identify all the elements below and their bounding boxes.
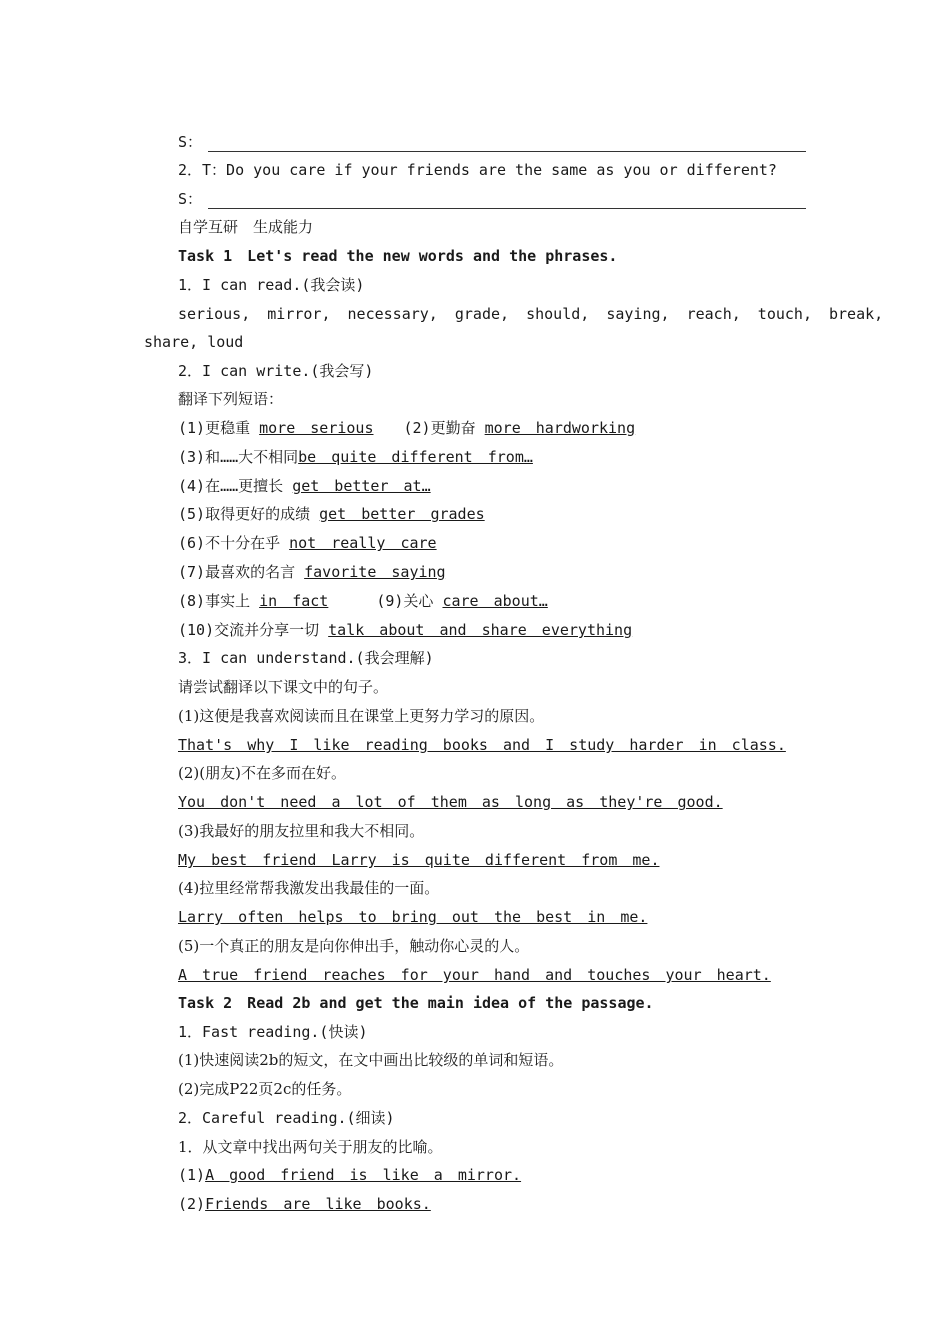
metaphor-prompt: (1) (178, 1166, 206, 1184)
task1-title: Task 1 Let's read the new words and the phrases. (178, 247, 618, 265)
phrase-prompt: (5)取得更好的成绩 (178, 505, 320, 523)
careful-reading-step-1: 1．从文章中找出两句关于朋友的比喻。 (178, 1138, 443, 1156)
section-title: 自学互研 生成能力 (178, 218, 314, 236)
metaphor-row-2 (178, 1194, 806, 1214)
words-line-2: share, loud (144, 333, 244, 351)
understand-prompt: 请尝试翻译以下课文中的句子。 (178, 678, 389, 696)
fast-reading-step-2: (2)完成P22页2c的任务。 (178, 1080, 352, 1098)
sentence-answer-5: A true friend reaches for your hand and touches your heart. (178, 966, 771, 984)
metaphor-prompt: (2) (178, 1195, 206, 1213)
words-line-1: serious, mirror, necessary, grade, should, saying, reach, touch, break, (178, 305, 884, 323)
understand-heading: 3．I can understand.(我会理解) (178, 649, 434, 667)
fast-reading-step-1: (1)快速阅读2b的短文，在文中画出比较级的单词和短语。 (178, 1051, 564, 1069)
phrase-answer: be quite different from… (298, 448, 533, 466)
phrase-row-6 (178, 533, 806, 553)
phrase-prompt: (6)不十分在乎 (178, 534, 290, 552)
phrase-answer: get better at… (292, 477, 431, 495)
task2-title: Task 2 Read 2b and get the main idea of the passage. (178, 994, 654, 1012)
sentence-prompt-3: (3)我最好的朋友拉里和我大不相同。 (178, 822, 425, 840)
sentence-answer-4: Larry often helps to bring out the best in me. (178, 908, 648, 926)
phrase-answer: more serious (259, 419, 374, 437)
sentence-answer-2: You don't need a lot of them as long as they're good. (178, 793, 723, 811)
metaphor-answer: Friends are like books. (205, 1195, 431, 1213)
phrase-prompt: (10)交流并分享一切 (178, 621, 329, 639)
phrase-prompt: (4)在……更擅长 (178, 477, 293, 495)
sentence-prompt-2: (2)(朋友)不在多而在好。 (178, 764, 346, 782)
phrase-prompt: (1)更稳重 (178, 419, 260, 437)
s-label: S： (178, 190, 203, 208)
metaphor-row-1 (178, 1165, 806, 1185)
sentence-answer-1: That's why I like reading books and I study harder in class. (178, 736, 786, 754)
phrase-answer: not really care (289, 534, 437, 552)
phrase-row-3 (178, 447, 806, 467)
phrase-row-5 (178, 504, 806, 524)
sentence-prompt-5: (5)一个真正的朋友是向你伸出手，触动你心灵的人。 (178, 937, 530, 955)
phrase-row-10 (178, 620, 806, 640)
phrase-answer: care about… (442, 592, 548, 610)
phrase-prompt: (3)和……大不相同 (178, 448, 299, 466)
question-2: 2．T：Do you care if your friends are the same as you or different? (178, 161, 777, 179)
phrase-prompt: (2)更勤奋 (403, 419, 485, 437)
phrase-answer: get better grades (319, 505, 485, 523)
read-heading: 1．I can read.(我会读) (178, 276, 365, 294)
sentence-prompt-4: (4)拉里经常帮我激发出我最佳的一面。 (178, 879, 440, 897)
answer-blank (208, 137, 806, 152)
phrase-prompt: (8)事实上 (178, 592, 260, 610)
phrase-prompt: (7)最喜欢的名言 (178, 563, 305, 581)
phrase-answer: more hardworking (484, 419, 636, 437)
answer-line-s2 (178, 189, 806, 209)
translate-prompt: 翻译下列短语： (178, 390, 284, 408)
answer-blank (208, 194, 806, 209)
write-heading: 2．I can write.(我会写) (178, 362, 374, 380)
careful-reading-heading: 2．Careful reading.(细读) (178, 1109, 395, 1127)
phrase-answer: in fact (259, 592, 329, 610)
phrase-answer: favorite saying (304, 563, 446, 581)
s-label: S： (178, 133, 203, 151)
answer-line-s1 (178, 132, 806, 152)
fast-reading-heading: 1．Fast reading.(快读) (178, 1023, 368, 1041)
metaphor-answer: A good friend is like a mirror. (205, 1166, 522, 1184)
sentence-prompt-1: (1)这便是我喜欢阅读而且在课堂上更努力学习的原因。 (178, 707, 545, 725)
sentence-answer-3: My best friend Larry is quite different from me. (178, 851, 660, 869)
phrase-row-4 (178, 476, 806, 496)
phrase-row-7 (178, 562, 806, 582)
phrase-row-8 (178, 591, 806, 611)
phrase-answer: talk about and share everything (328, 621, 633, 639)
phrase-prompt: (9)关心 (376, 592, 443, 610)
phrase-row-1 (178, 418, 806, 438)
